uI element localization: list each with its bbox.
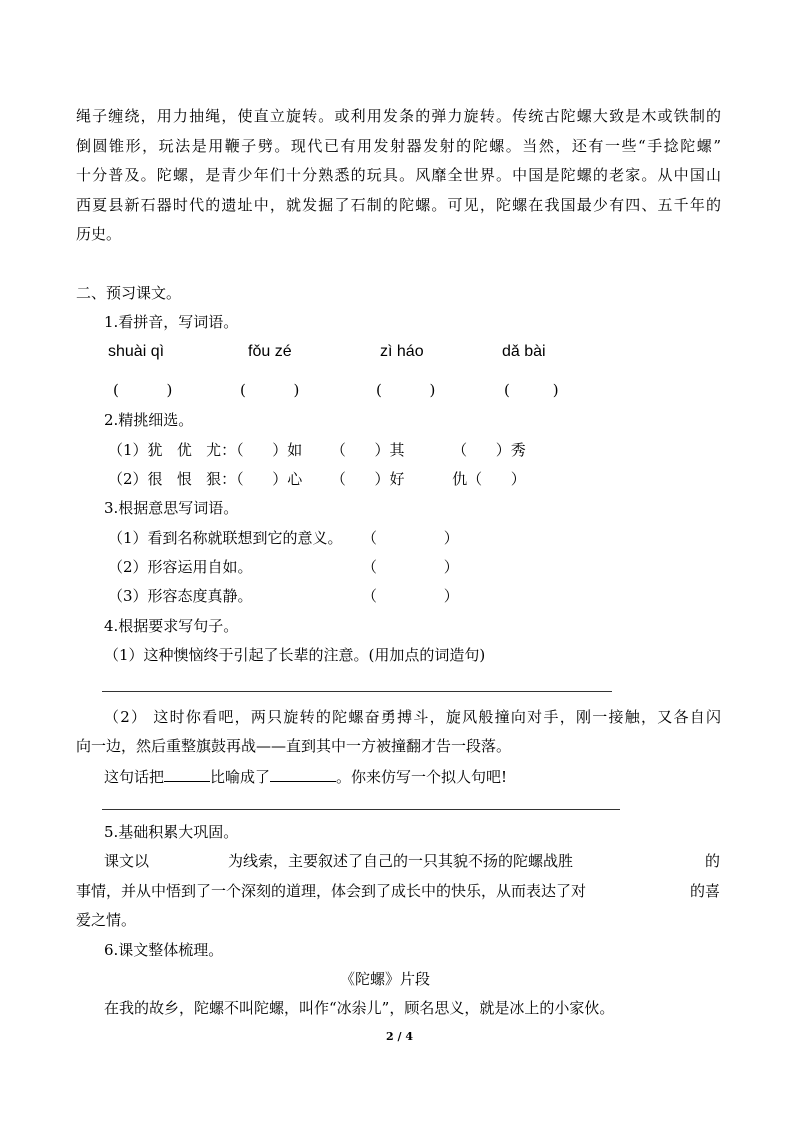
q4-sentence-2a: （2） 这时你看吧，两只旋转的陀螺奋勇搏斗，旋风般撞向对手，刚一接触，又各自闪 [104, 708, 721, 726]
q5-line-2a: 事情，并从中悟到了一个深刻的道理，体会到了成长中的快乐，从而表达了对 [76, 882, 587, 900]
fill-blank-1[interactable] [164, 765, 210, 782]
answer-line-1[interactable] [102, 691, 612, 692]
q5-line-1b: 为线索，主要叙述了自己的一只其貌不扬的陀螺战胜 [228, 852, 574, 870]
q5-line-1c: 的 [705, 852, 721, 870]
intro-line-1: 绳子缠绕，用力抽绳，使直立旋转。或利用发条的弹力旋转。传统古陀螺大致是木或铁制的 [76, 107, 721, 125]
q3-blank-2[interactable]: （ ） [362, 558, 459, 576]
q5-line-1a: 课文以 [104, 852, 150, 870]
intro-line-4: 西夏县新石器时代的遗址中，就发掘了石制的陀螺。可见，陀螺在我国最少有四、五千年的 [76, 196, 721, 214]
q4-sentence-2c [104, 765, 507, 787]
q6-title: 6.课文整体梳理。 [104, 941, 224, 959]
answer-bracket-2[interactable]: ( ) [240, 381, 300, 399]
passage-line: 在我的故乡，陀螺不叫陀螺，叫作“冰尜儿”，顾名思义，就是冰上的小家伙。 [104, 999, 615, 1017]
pinyin-1: shuài qì [108, 343, 165, 360]
q4-title: 4.根据要求写句子。 [104, 617, 239, 635]
q4-sentence-1: （1）这种懊恼终于引起了长辈的注意。(用加点的词造句) [104, 646, 486, 664]
q3-item-2: （2）形容运用自如。 [108, 558, 253, 576]
q2-row-1[interactable]: （1）犹 优 尤：（ ）如 （ ）其 （ ）秀 [108, 441, 526, 459]
fill-blank-2[interactable] [270, 765, 336, 782]
intro-line-5: 历史。 [76, 225, 122, 243]
q3-title: 3.根据意思写词语。 [104, 499, 239, 517]
q2-row-2[interactable]: （2）很 恨 狠：（ ）心 （ ）好 仇（ ） [108, 470, 526, 488]
q5-title: 5.基础积累大巩固。 [104, 823, 239, 841]
q3-blank-1[interactable]: （ ） [362, 529, 459, 547]
q5-line-2b: 的喜 [690, 882, 721, 900]
section-heading: 二、预习课文。 [76, 284, 182, 302]
answer-bracket-1[interactable]: ( ) [113, 381, 173, 399]
q3-item-3: （3）形容态度真静。 [108, 587, 253, 605]
pinyin-2: fǒu zé [248, 343, 292, 360]
q2-title: 2.精挑细选。 [104, 411, 194, 429]
passage-title: 《陀螺》片段 [340, 970, 431, 988]
answer-bracket-3[interactable]: ( ) [376, 381, 436, 399]
pinyin-3: zì háo [380, 343, 424, 360]
q3-blank-3[interactable]: （ ） [362, 587, 459, 605]
q4-s2c-part2: 比喻成了 [210, 768, 271, 786]
q4-sentence-2b: 向一边，然后重整旗鼓再战——直到其中一方被撞翻才告一段落。 [76, 737, 512, 755]
page-number: 2 / 4 [386, 1030, 413, 1043]
q5-line-3: 爱之情。 [76, 911, 137, 929]
answer-line-2[interactable] [102, 809, 620, 810]
q1-title: 1.看拼音，写词语。 [104, 313, 239, 331]
q4-s2c-part3: 。你来仿写一个拟人句吧! [336, 768, 508, 786]
answer-bracket-4[interactable]: ( ) [504, 381, 559, 399]
q4-s2c-part1: 这句话把 [104, 768, 165, 786]
intro-line-2: 倒圆锥形，玩法是用鞭子劈。现代已有用发射器发射的陀螺。当然，还有一些“手捻陀螺” [76, 137, 721, 155]
intro-line-3: 十分普及。陀螺，是青少年们十分熟悉的玩具。风靡全世界。中国是陀螺的老家。从中国山 [76, 166, 721, 184]
q3-item-1: （1）看到名称就联想到它的意义。 [108, 529, 343, 547]
pinyin-4: dǎ bài [502, 343, 546, 360]
